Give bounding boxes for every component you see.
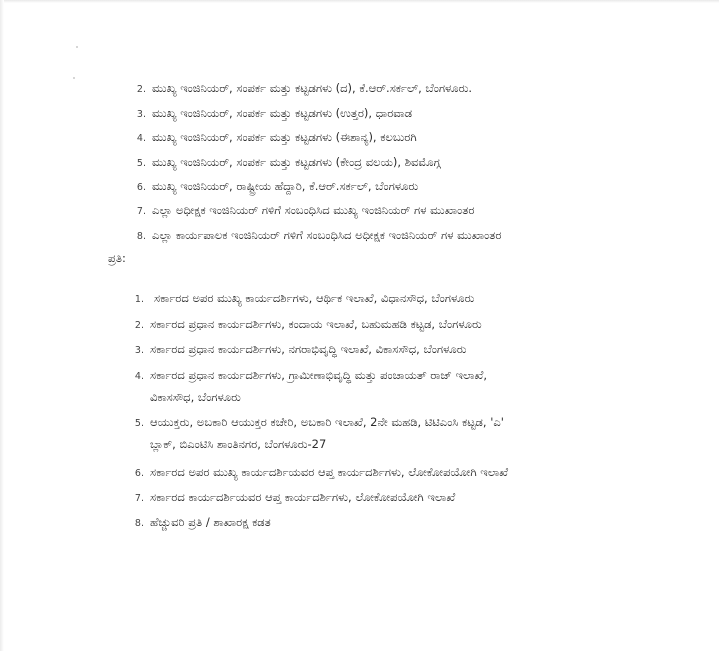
item-text: ಆಯುಕ್ತರು, ಅಬಕಾರಿ ಆಯುಕ್ತರ ಕಚೇರಿ, ಅಬಕಾರಿ ಇಲಾಖೆ, 2ನೇ ಮಹಡಿ, ಟಿಟಿಎಂಸಿ ಕಟ್ಟಡ, 'ಎ' xyxy=(150,415,504,429)
item-number: 2. xyxy=(134,320,144,331)
item-text: ಸರ್ಕಾರದ ಪ್ರಧಾನ ಕಾರ್ಯದರ್ಶಿಗಳು, ಕಂದಾಯ ಇಲಾಖೆ, ಬಹುಮಹಡಿ ಕಟ್ಟಡ, ಬೆಂಗಳೂರು xyxy=(150,317,482,331)
page-left-edge xyxy=(0,0,4,651)
item-text: ಹೆಚ್ಚುವರಿ ಪ್ರತಿ / ಶಾಖಾರಕ್ಷ ಕಡತ xyxy=(150,515,271,529)
item-text-continued: ವಿಕಾಸಸೌಧ, ಬೆಂಗಳೂರು xyxy=(150,390,241,404)
item-number: 2. xyxy=(136,84,146,95)
item-number: 5. xyxy=(136,158,146,169)
item-text: ಮುಖ್ಯ ಇಂಜಿನಿಯರ್, ಸಂಪರ್ಕ ಮತ್ತು ಕಟ್ಟಡಗಳು (ಉತ್ತರ), ಧಾರವಾಡ xyxy=(152,106,413,120)
item-number: 4. xyxy=(134,371,144,382)
item-number: 7. xyxy=(136,206,146,217)
item-text: ಸರ್ಕಾರದ ಕಾರ್ಯದರ್ಶಿಯವರ ಆಪ್ತ ಕಾರ್ಯದರ್ಶಿಗಳು, ಲೋಕೋಪಯೋಗಿ ಇಲಾಖೆ xyxy=(150,490,456,504)
item-text: ಮುಖ್ಯ ಇಂಜಿನಿಯರ್, ರಾಷ್ಟ್ರೀಯ ಹೆದ್ದಾರಿ, ಕೆ.ಆರ್.ಸರ್ಕಲ್, ಬೆಂಗಳೂರು xyxy=(152,179,419,193)
scan-speck xyxy=(76,46,78,48)
item-text: ಎಲ್ಲಾ ಅಧೀಕ್ಷಕ ಇಂಜಿನಿಯರ್ ಗಳಿಗೆ ಸಂಬಂಧಿಸಿದ ಮುಖ್ಯ ಇಂಜಿನಿಯರ್ ಗಳ ಮುಖಾಂತರ xyxy=(152,203,475,217)
item-text: ಸರ್ಕಾರದ ಅಪರ ಮುಖ್ಯ ಕಾರ್ಯದರ್ಶಿಗಳು, ಆರ್ಥಿಕ ಇಲಾಖೆ, ವಿಧಾನಸೌಧ, ಬೆಂಗಳೂರು xyxy=(154,291,475,305)
item-text: ಮುಖ್ಯ ಇಂಜಿನಿಯರ್, ಸಂಪರ್ಕ ಮತ್ತು ಕಟ್ಟಡಗಳು (ಈಶಾನ್ಯ), ಕಲಬುರಗಿ xyxy=(152,130,417,144)
item-text: ಮುಖ್ಯ ಇಂಜಿನಿಯರ್, ಸಂಪರ್ಕ ಮತ್ತು ಕಟ್ಟಡಗಳು (ದ), ಕೆ.ಆರ್.ಸರ್ಕಲ್, ಬೆಂಗಳೂರು. xyxy=(152,81,473,95)
item-number: 8. xyxy=(136,231,146,242)
item-number: 1. xyxy=(134,294,144,305)
item-text: ಎಲ್ಲಾ ಕಾರ್ಯಪಾಲಕ ಇಂಜಿನಿಯರ್ ಗಳಿಗೆ ಸಂಬಂಧಿಸಿದ ಅಧೀಕ್ಷಕ ಇಂಜಿನಿಯರ್ ಗಳ ಮುಖಾಂತರ xyxy=(152,228,502,242)
item-text: ಮುಖ್ಯ ಇಂಜಿನಿಯರ್, ಸಂಪರ್ಕ ಮತ್ತು ಕಟ್ಟಡಗಳು (ಕೇಂದ್ರ ವಲಯ), ಶಿವಮೊಗ್ಗ xyxy=(152,155,441,169)
copy-to-label: ಪ್ರತಿ: xyxy=(108,251,126,265)
scan-speck xyxy=(73,77,75,79)
item-number: 4. xyxy=(136,133,146,144)
item-number: 6. xyxy=(134,468,144,479)
item-number: 7. xyxy=(134,493,144,504)
item-number: 3. xyxy=(134,345,144,356)
item-text: ಸರ್ಕಾರದ ಪ್ರಧಾನ ಕಾರ್ಯದರ್ಶಿಗಳು, ಗ್ರಾಮೀಣಾಭಿವೃದ್ಧಿ ಮತ್ತು ಪಂಚಾಯತ್ ರಾಜ್ ಇಲಾಖೆ, xyxy=(150,368,488,382)
item-number: 6. xyxy=(136,182,146,193)
item-number: 3. xyxy=(136,109,146,120)
item-number: 5. xyxy=(134,418,144,429)
item-text: ಸರ್ಕಾರದ ಪ್ರಧಾನ ಕಾರ್ಯದರ್ಶಿಗಳು, ನಗರಾಭಿವೃದ್ಧಿ ಇಲಾಖೆ, ವಿಕಾಸಸೌಧ, ಬೆಂಗಳೂರು xyxy=(150,342,467,356)
item-number: 8. xyxy=(134,518,144,529)
item-text: ಸರ್ಕಾರದ ಅಪರ ಮುಖ್ಯ ಕಾರ್ಯದರ್ಶಿಯವರ ಆಪ್ತ ಕಾರ್ಯದರ್ಶಿಗಳು, ಲೋಕೋಪಯೋಗಿ ಇಲಾಖೆ xyxy=(150,465,509,479)
item-text-continued: ಬ್ಲಾಕ್, ಬಿಎಂಟಿಸಿ ಶಾಂತಿನಗರ, ಬೆಂಗಳೂರು-27 xyxy=(150,437,327,451)
page-top-edge xyxy=(0,0,719,3)
